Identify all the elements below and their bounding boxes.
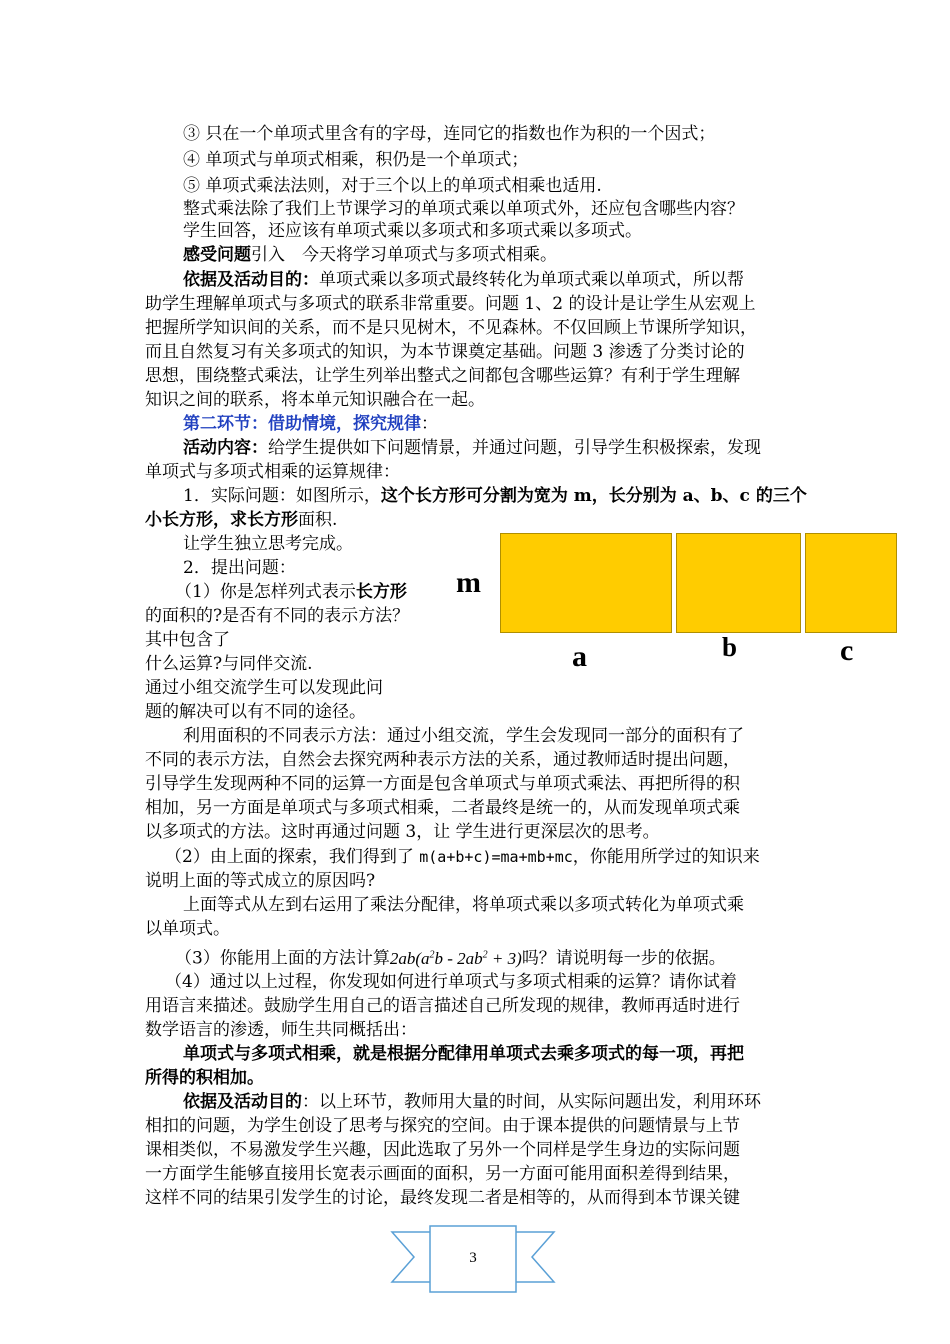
rationale-1-line-1 — [183, 268, 744, 294]
section-colon: ： — [421, 414, 438, 434]
problem-1-suffix: 面积. — [298, 510, 338, 530]
q2-1-line-3: 其中包含了 — [145, 630, 230, 650]
rationale-2-text: 以上环节，教师用大量的时间，从实际问题出发，利用环环 — [319, 1092, 761, 1112]
q2-2-line-2: 说明上面的等式成立的原因吗? — [145, 871, 376, 891]
problem-1-bold-3: 长方形 — [247, 510, 298, 530]
q2-1-line-4: 什么运算?与同伴交流. — [145, 654, 313, 674]
q2-2-line-1 — [165, 845, 760, 871]
rationale-2-label: 依据及活动目的 — [183, 1092, 302, 1112]
q2-1-line-5: 通过小组交流学生可以发现此问 — [145, 678, 383, 698]
q2-4-line-3: 数学语言的渗透，师生共同概括出： — [145, 1020, 417, 1040]
q2-2-suffix: ，你能用所学过的知识来 — [572, 847, 760, 867]
q2-3-line — [175, 943, 726, 969]
q2-3-suffix: 吗？请说明每一步的依据。 — [521, 948, 726, 969]
rationale-1-line-3: 把握所学知识间的关系，而不是只见树木，不见森林。不仅回顾上节课所学知识， — [145, 318, 757, 338]
q2-3-prefix: （3）你能用上面的方法计算 — [175, 948, 390, 969]
rationale-2-line-3: 课相类似，不易激发学生兴趣，因此选取了另外一个同样是学生身边的实际问题 — [145, 1140, 740, 1160]
q2-1-line-1 — [175, 580, 407, 606]
label-a: a — [572, 640, 587, 673]
paragraph-2-line-1: 利用面积的不同表示方法：通过小组交流，学生会发现同一部分的面积有了 — [183, 726, 744, 746]
intro-line — [183, 243, 557, 269]
label-b: b — [722, 632, 738, 662]
rectangle-c — [805, 533, 897, 633]
rationale-2-line-1 — [183, 1090, 761, 1116]
rationale-2-line-2: 相扣的问题，为学生创设了思考与探究的空间。由于课本提供的问题情景与上节 — [145, 1116, 740, 1136]
q2-2-prefix: （2）由上面的探索，我们得到了 — [165, 847, 420, 867]
paragraph-2-line-4: 相加，另一方面是单项式与多项式相乘，二者最终是统一的，从而发现单项式乘 — [145, 798, 740, 818]
q2-1-line-6: 题的解决可以有不同的途径。 — [145, 702, 366, 722]
rationale-1-line-5: 思想，围绕整式乘法，让学生列举出整式之间都包含哪些运算？有利于学生理解 — [145, 366, 740, 386]
q2-1-line-2: 的面积的?是否有不同的表示方法？ — [145, 606, 410, 626]
label-m: m — [456, 566, 481, 599]
activity-label: 活动内容： — [183, 438, 268, 458]
rectangle-a — [500, 533, 672, 633]
rationale-1-label: 依据及活动目的： — [183, 270, 319, 290]
question-line: 整式乘法除了我们上节课学习的单项式乘以单项式外，还应包含哪些内容？ — [183, 199, 744, 219]
problem-1-instruction: 让学生独立思考完成。 — [183, 534, 353, 554]
paragraph-2-line-3: 引导学生发现两种不同的运算一方面是包含单项式与单项式乘法、再把所得的积 — [145, 774, 740, 794]
problem-1-prefix: 1．实际问题：如图所示， — [183, 486, 381, 506]
problem-1-bold-2: 小长方形，求 — [145, 510, 247, 530]
paragraph-3-line-2: 以单项式。 — [145, 919, 230, 939]
answer-line: 学生回答，还应该有单项式乘以多项式和多项式乘以多项式。 — [183, 221, 642, 241]
equation: m(a+b+c)=ma+mb+mc — [419, 848, 573, 866]
rationale-1-line-2: 助学生理解单项式与多项式的联系非常重要。问题 1、2 的设计是让学生从宏观上 — [145, 294, 756, 314]
problem-2-heading: 2．提出问题： — [183, 558, 296, 578]
label-c: c — [840, 634, 854, 667]
section-heading — [183, 412, 438, 438]
rationale-1-line-6: 知识之间的联系，将本单元知识融合在一起。 — [145, 390, 485, 410]
rationale-1-text: 单项式乘以多项式最终转化为单项式乘以单项式，所以帮 — [319, 270, 744, 290]
intro-text: 引入 今天将学习单项式与多项式相乘。 — [251, 245, 557, 265]
rationale-2-line-4: 一方面学生能够直接用长宽表示画面的面积，另一方面可能用面积差得到结果， — [145, 1164, 740, 1184]
section-title: 第二环节：借助情境，探究规律 — [183, 414, 421, 434]
activity-line-1 — [183, 436, 761, 462]
list-item-3: ③ 只在一个单项式里含有的字母，连同它的指数也作为积的一个因式； — [183, 124, 716, 144]
rule-line-1: 单项式与多项式相乘，就是根据分配律用单项式去乘多项式的每一项，再把 — [183, 1044, 744, 1064]
page-number: 3 — [469, 1250, 477, 1266]
q2-1-prefix: （1）你是怎样列式表示 — [175, 582, 356, 602]
activity-line-2: 单项式与多项式相乘的运算规律： — [145, 462, 400, 482]
rectangle-b — [676, 533, 801, 633]
problem-1-line-2 — [145, 508, 337, 534]
activity-text: 给学生提供如下问题情景，并通过问题，引导学生积极探索，发现 — [268, 438, 761, 458]
math-expression: $2ab(a^2b - 2ab^2 + 3)$ — [389, 948, 522, 968]
q2-1-bold: 长方形 — [355, 582, 407, 602]
paragraph-2-line-2: 不同的表示方法，自然会去探究两种表示方法的关系，通过教师适时提出问题， — [145, 750, 740, 770]
q2-4-line-1: （4）通过以上过程，你发现如何进行单项式与多项式相乘的运算？请你试着 — [165, 972, 737, 992]
intro-label: 感受问题 — [183, 245, 251, 265]
rationale-2-colon: ： — [302, 1092, 319, 1112]
q2-4-line-2: 用语言来描述。鼓励学生用自己的语言描述自己所发现的规律，教师再适时进行 — [145, 996, 740, 1016]
problem-1-bold: 这个长方形可分割为宽为 m，长分别为 a、b、c 的三个 — [380, 486, 807, 506]
rationale-2-line-5: 这样不同的结果引发学生的讨论，最终发现二者是相等的，从而得到本节课关键 — [145, 1188, 740, 1208]
problem-1-line-1 — [183, 484, 807, 510]
list-item-4: ④ 单项式与单项式相乘，积仍是一个单项式； — [183, 150, 529, 170]
paragraph-3-line-1: 上面等式从左到右运用了乘法分配律，将单项式乘以多项式转化为单项式乘 — [183, 895, 744, 915]
rationale-1-line-4: 而且自然复习有关多项式的知识，为本节课奠定基础。问题 3 渗透了分类讨论的 — [145, 342, 745, 362]
list-item-5: ⑤ 单项式乘法法则，对于三个以上的单项式相乘也适用. — [183, 176, 602, 196]
paragraph-2-line-5: 以多项式的方法。这时再通过问题 3，让 学生进行更深层次的思考。 — [145, 822, 660, 842]
rule-line-2: 所得的积相加。 — [145, 1068, 264, 1088]
